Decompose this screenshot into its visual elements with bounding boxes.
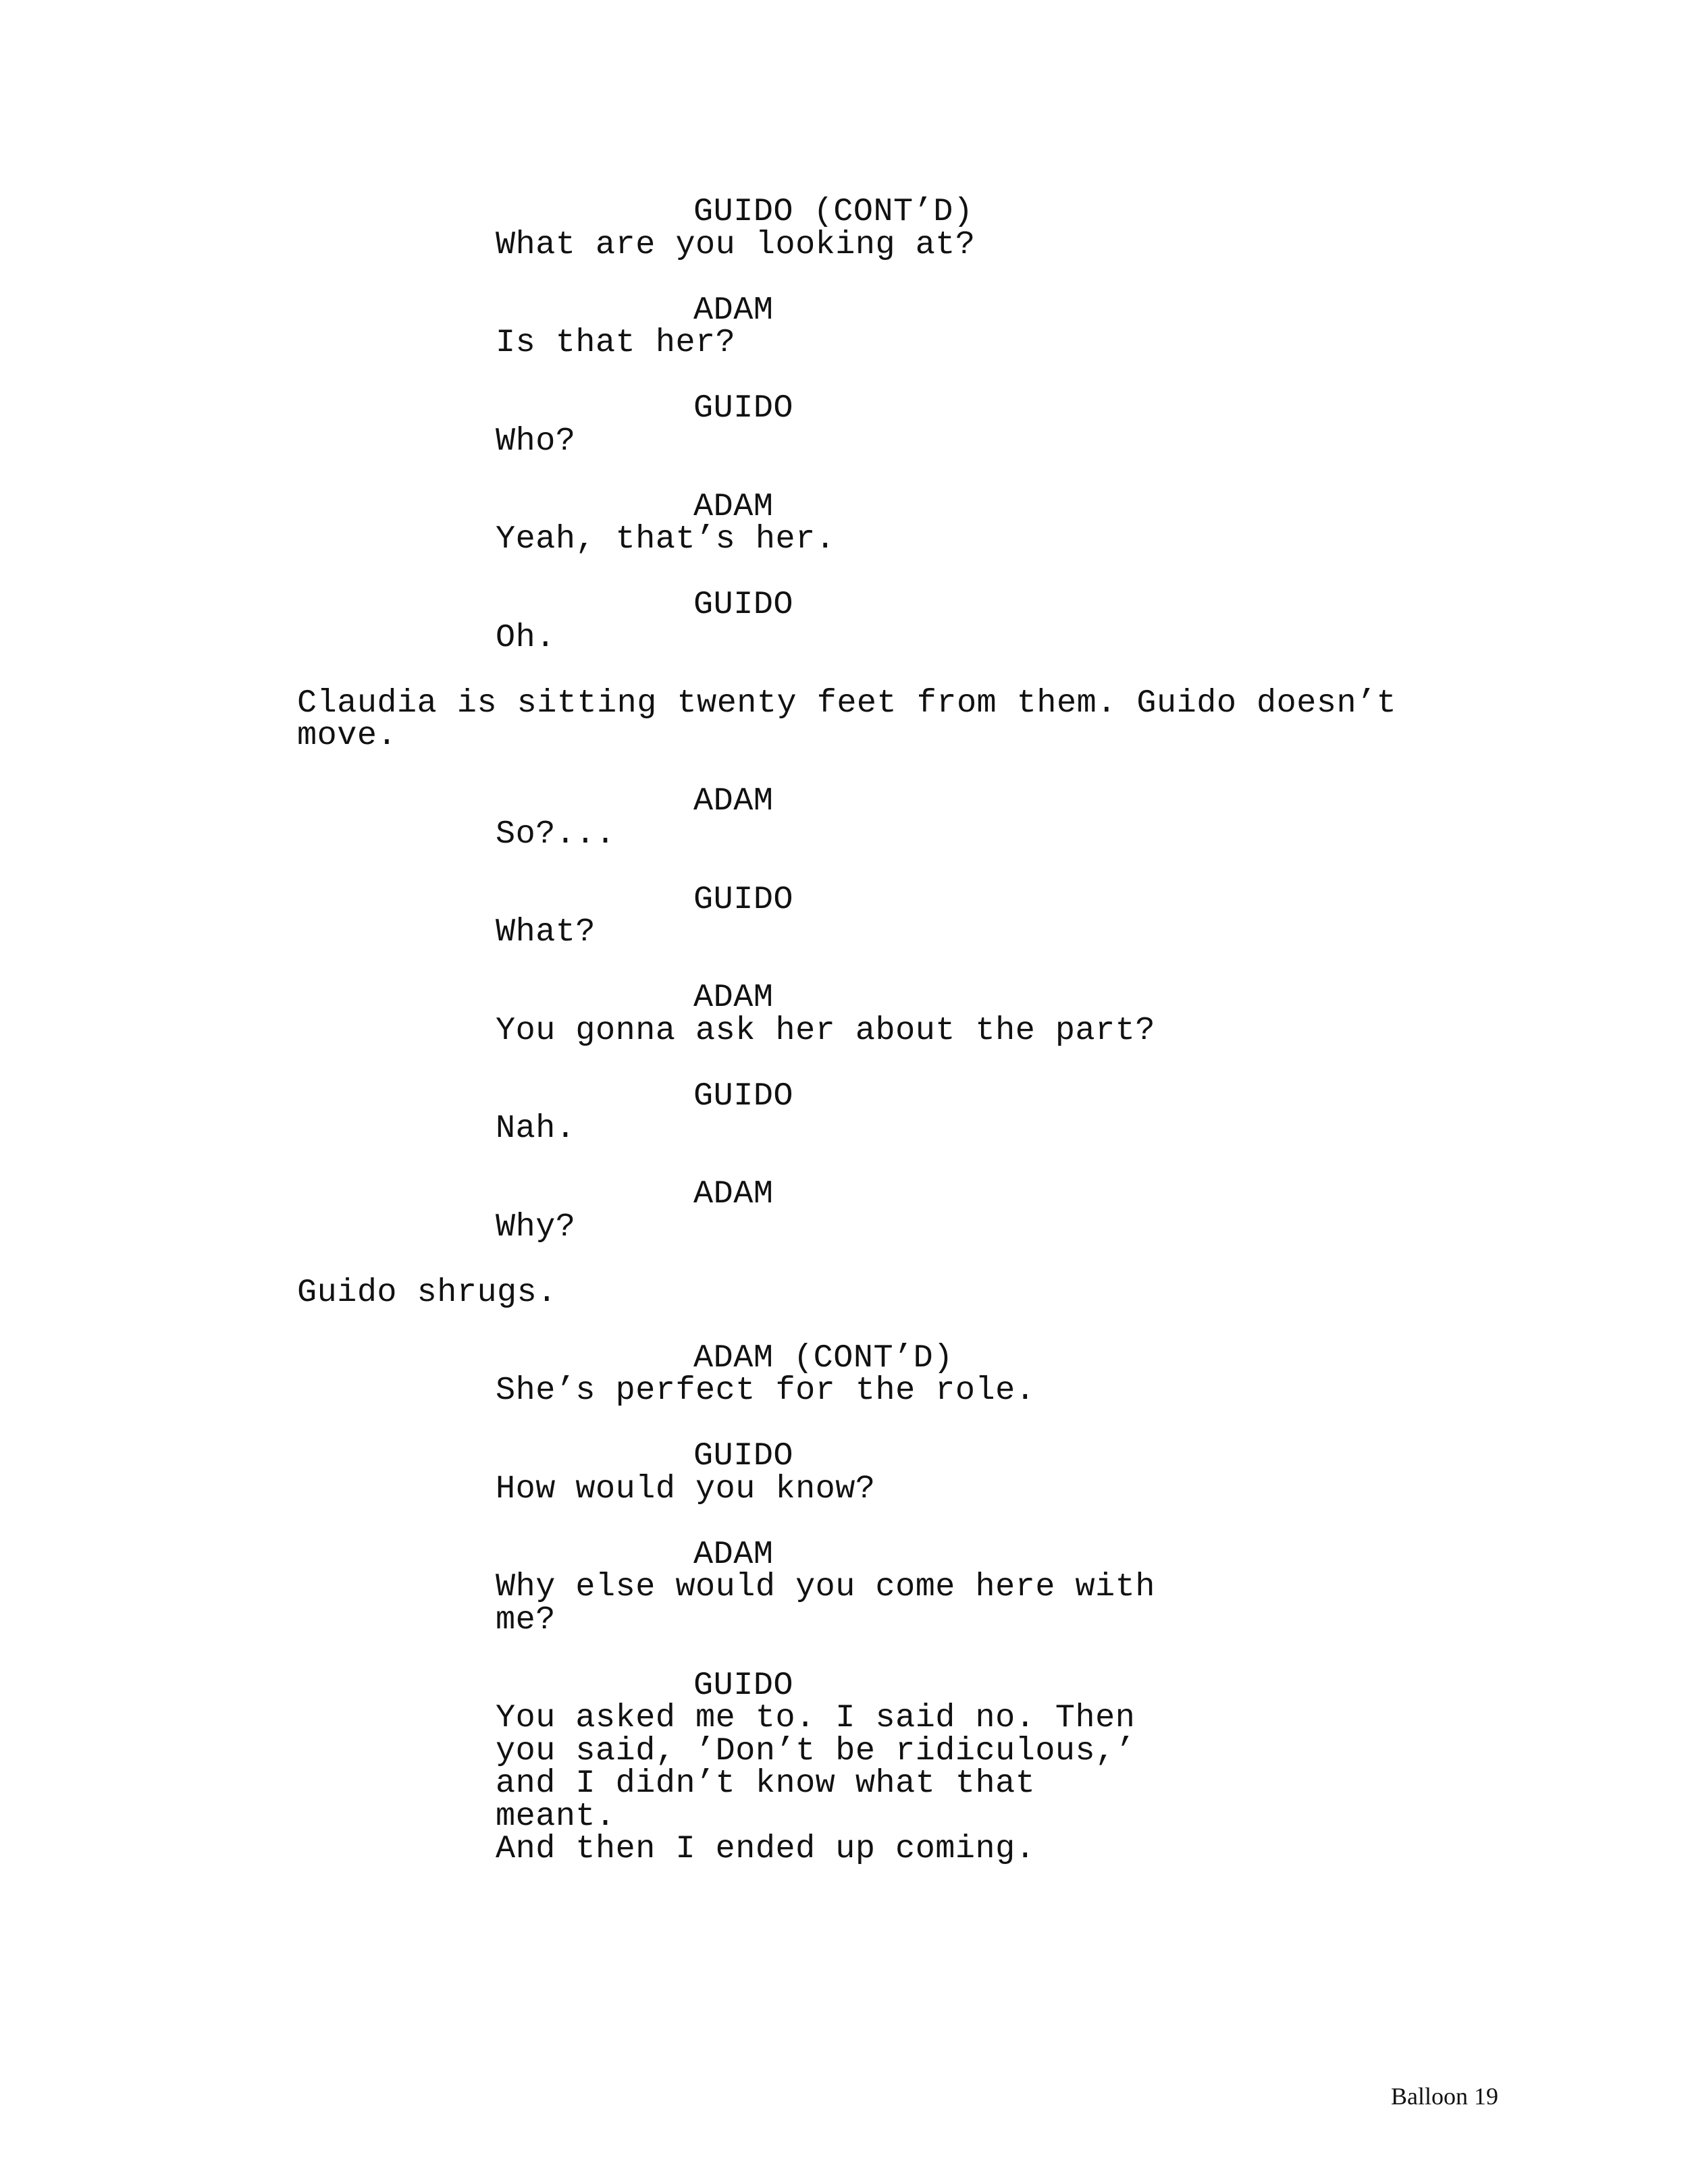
dialogue-text: You asked me to. I said no. Then you said, ’Don’t be ridiculous,’ and I didn’t know what that meant. And then I ended up coming. [496, 1699, 1136, 1867]
character-name: ADAM [693, 291, 774, 329]
dialogue-text: How would you know? [496, 1470, 876, 1508]
dialogue-text: Yeah, that’s her. [496, 521, 836, 558]
character-name: GUIDO [693, 1077, 794, 1115]
dialogue-block [297, 487, 1445, 558]
dialogue-text: Why? [496, 1208, 576, 1246]
dialogue-block [297, 1437, 1445, 1508]
character-name: GUIDO (CONT’D) [693, 193, 974, 230]
dialogue-block [297, 979, 1445, 1049]
character-name: GUIDO [693, 586, 794, 623]
dialogue-text: Oh. [496, 618, 556, 656]
character-name: ADAM [693, 487, 774, 525]
dialogue-block [297, 782, 1445, 853]
dialogue-block [297, 1077, 1445, 1147]
dialogue-block [297, 586, 1445, 656]
dialogue-block [297, 1175, 1445, 1246]
character-name: ADAM (CONT’D) [693, 1339, 953, 1377]
dialogue-block [297, 392, 1445, 458]
dialogue-block [297, 291, 1445, 361]
character-name: GUIDO [693, 1437, 794, 1474]
character-name: ADAM [693, 979, 774, 1016]
character-name: ADAM [693, 1175, 774, 1213]
dialogue-text: Is that her? [496, 324, 736, 361]
dialogue-block [297, 193, 1445, 263]
dialogue-text: What are you looking at? [496, 225, 976, 263]
dialogue-text: Why else would you come here with me? [496, 1568, 1155, 1639]
action-block [297, 684, 1445, 754]
dialogue-block [297, 880, 1445, 951]
page-number: Balloon 19 [1391, 2083, 1498, 2110]
screenplay-body [297, 193, 1445, 1898]
dialogue-text: You gonna ask her about the part? [496, 1011, 1155, 1049]
dialogue-block [297, 1339, 1445, 1409]
dialogue-block [297, 1535, 1445, 1639]
dialogue-text: So?... [496, 815, 616, 853]
action-text: Guido shrugs. [297, 1273, 557, 1311]
character-name: ADAM [693, 1535, 774, 1573]
dialogue-block [297, 1666, 1445, 1867]
dialogue-text: She’s perfect for the role. [496, 1372, 1036, 1409]
action-text: Claudia is sitting twenty feet from them. Guido doesn’t move. [297, 684, 1397, 754]
dialogue-text: Who? [496, 422, 576, 460]
action-block [297, 1273, 1445, 1311]
character-name: GUIDO [693, 390, 794, 427]
character-name: GUIDO [693, 1666, 794, 1704]
character-name: ADAM [693, 782, 774, 820]
dialogue-text: Nah. [496, 1110, 576, 1147]
dialogue-text: What? [496, 913, 596, 951]
character-name: GUIDO [693, 880, 794, 918]
